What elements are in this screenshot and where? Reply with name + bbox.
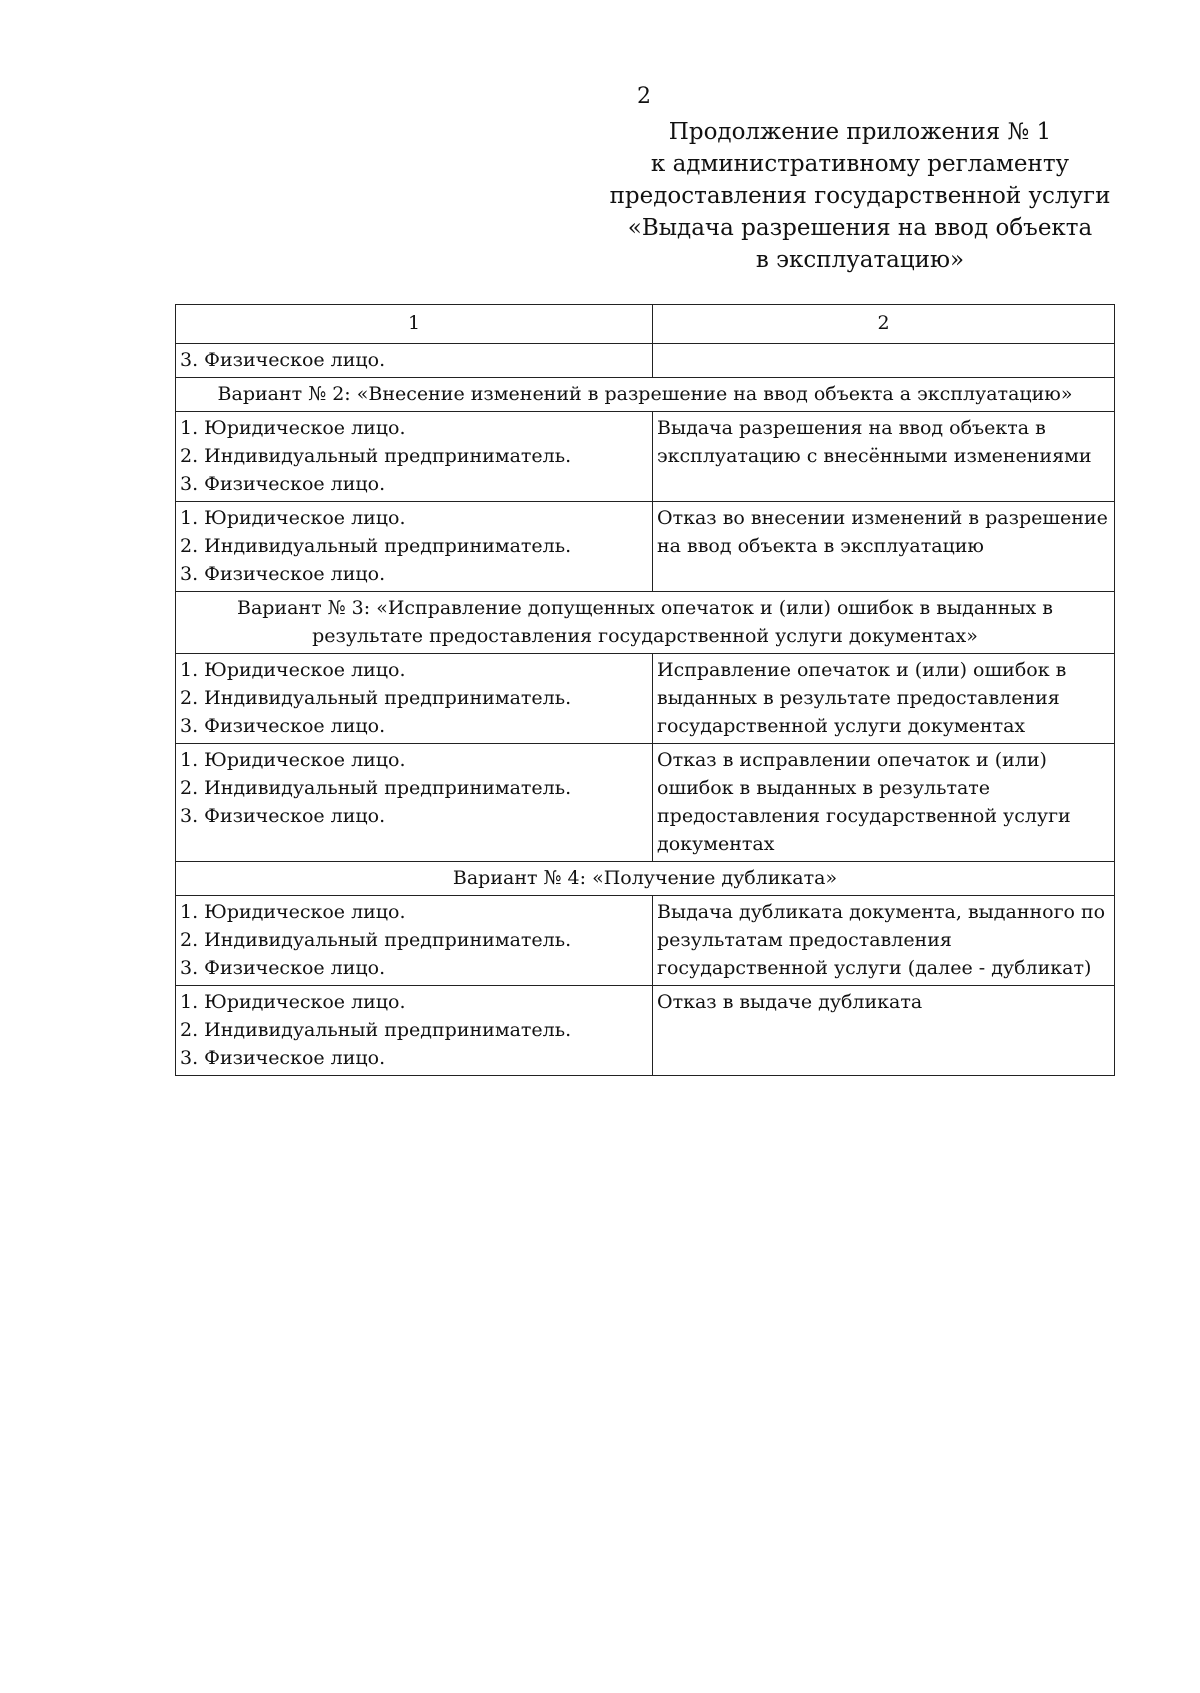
- applicant-item: 1. Юридическое лицо.: [180, 417, 406, 439]
- applicant-item: 2. Индивидуальный предприниматель.: [180, 445, 572, 467]
- applicant-item: 3. Физическое лицо.: [180, 715, 386, 737]
- applicant-item: 2. Индивидуальный предприниматель.: [180, 687, 572, 709]
- heading-line: в эксплуатацию»: [755, 247, 965, 273]
- applicant-item: 2. Индивидуальный предприниматель.: [180, 535, 572, 557]
- table-row: [176, 502, 1115, 592]
- applicant-item: 3. Физическое лицо.: [180, 1047, 386, 1069]
- heading-line: к административному регламенту: [650, 151, 1070, 177]
- applicant-item: 3. Физическое лицо.: [180, 805, 386, 827]
- variant-4-title: Вариант № 4: «Получение дубликата»: [176, 862, 1115, 896]
- result-cell: [653, 654, 1115, 744]
- page-number: 2: [637, 84, 651, 109]
- applicant-cell: 3. Физическое лицо.: [176, 344, 653, 378]
- result-text: Отказ в исправлении опечаток и (или) ошибок в выданных в результате предоставления государственной услуги документах: [657, 749, 1071, 855]
- applicant-item: 1. Юридическое лицо.: [180, 901, 406, 923]
- result-text: Выдача разрешения на ввод объекта в эксплуатацию с внесёнными изменениями: [657, 417, 1092, 467]
- applicant-item: 1. Юридическое лицо.: [180, 659, 406, 681]
- variant-3-title: Вариант № 3: «Исправление допущенных опечаток и (или) ошибок в выданных в результате предоставления государственной услуги документах»: [176, 592, 1115, 654]
- table-row: [176, 986, 1115, 1076]
- result-cell: [653, 986, 1115, 1076]
- applicant-item: 2. Индивидуальный предприниматель.: [180, 1019, 572, 1041]
- table-header-row: [176, 305, 1115, 344]
- heading-line: предоставления государственной услуги: [609, 183, 1111, 209]
- applicant-item: 1. Юридическое лицо.: [180, 991, 406, 1013]
- applicant-cell: [176, 412, 653, 502]
- applicant-item: 3. Физическое лицо.: [180, 563, 386, 585]
- applicant-item: 3. Физическое лицо.: [180, 957, 386, 979]
- table-row: [176, 654, 1115, 744]
- table-row: [176, 744, 1115, 862]
- applicant-cell: [176, 654, 653, 744]
- column-header-2: 2: [653, 305, 1115, 344]
- applicant-item: 2. Индивидуальный предприниматель.: [180, 929, 572, 951]
- variant-2-title: Вариант № 2: «Внесение изменений в разрешение на ввод объекта а эксплуатацию»: [176, 378, 1115, 412]
- applicant-item: 1. Юридическое лицо.: [180, 507, 406, 529]
- applicant-cell: [176, 744, 653, 862]
- applicant-cell: [176, 896, 653, 986]
- variant-title-row: [176, 378, 1115, 412]
- result-text: Исправление опечаток и (или) ошибок в выданных в результате предоставления государственной услуги документах: [657, 659, 1067, 737]
- applicant-item: 2. Индивидуальный предприниматель.: [180, 777, 572, 799]
- table-row: [176, 344, 1115, 378]
- result-cell: [653, 502, 1115, 592]
- column-header-1: 1: [176, 305, 653, 344]
- result-text: Отказ во внесении изменений в разрешение на ввод объекта в эксплуатацию: [657, 507, 1108, 557]
- variant-title-row: [176, 592, 1115, 654]
- appendix-heading: [590, 116, 1130, 276]
- result-cell: [653, 896, 1115, 986]
- result-cell: [653, 744, 1115, 862]
- applicant-cell: [176, 986, 653, 1076]
- variant-title-row: [176, 862, 1115, 896]
- applicant-results-table: [175, 304, 1115, 1076]
- heading-line: «Выдача разрешения на ввод объекта: [627, 215, 1093, 241]
- applicant-item: 3. Физическое лицо.: [180, 473, 386, 495]
- applicant-cell: [176, 502, 653, 592]
- heading-line: Продолжение приложения № 1: [668, 119, 1052, 145]
- applicant-item: 1. Юридическое лицо.: [180, 749, 406, 771]
- result-text: Отказ в выдаче дубликата: [657, 991, 923, 1013]
- table-row: [176, 896, 1115, 986]
- result-cell: [653, 344, 1115, 378]
- result-cell: [653, 412, 1115, 502]
- table-row: [176, 412, 1115, 502]
- result-text: Выдача дубликата документа, выданного по результатам предоставления государственной услуги (далее - дубликат): [657, 901, 1106, 979]
